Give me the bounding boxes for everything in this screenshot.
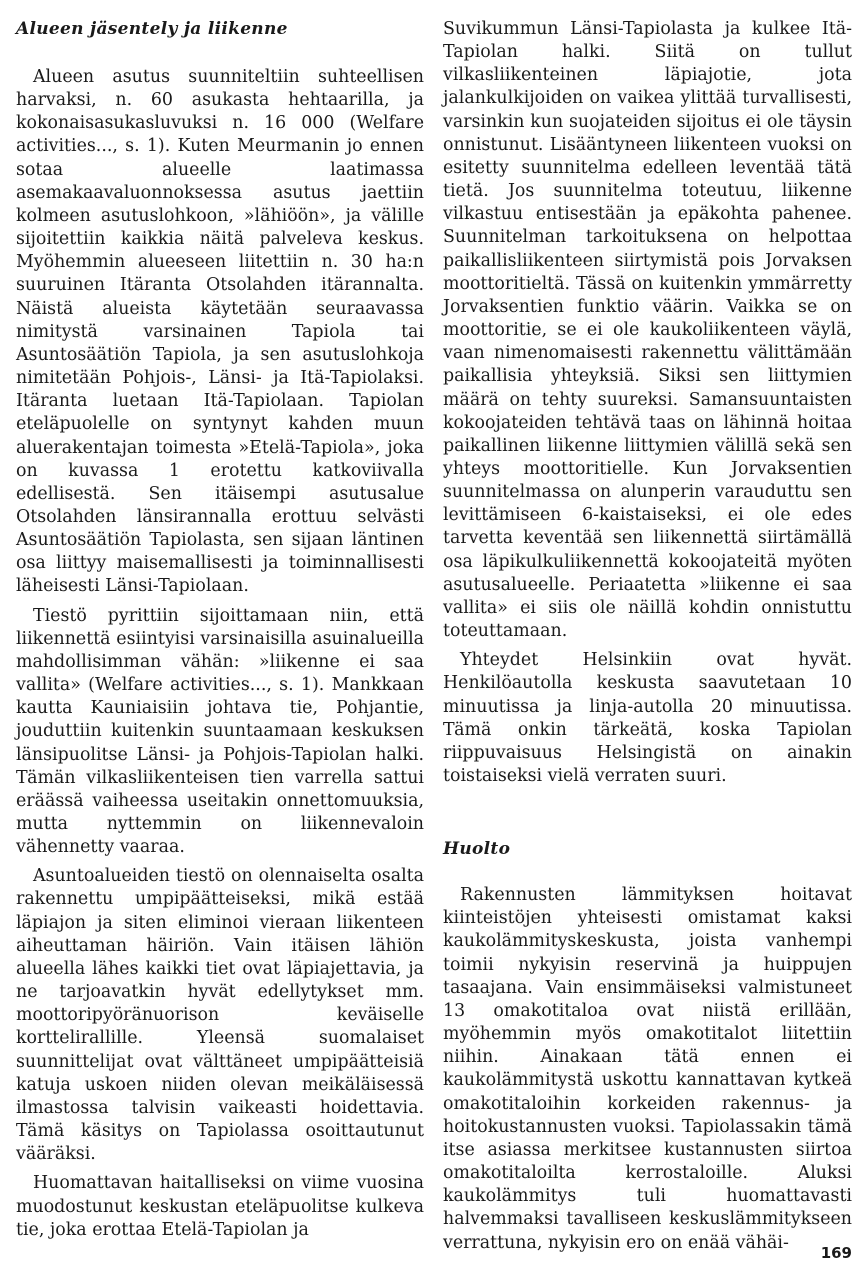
- left-column: [16, 18, 424, 1242]
- body-paragraph: Rakennusten lämmityksen hoitavat kiinteistöjen yhteisesti omistamat kaksi kaukolämmityskeskusta, joista vanhempi toimii nykyisin reservinä ja huippujen tasaajana. Vain ensimmäiseksi valmistuneet 13 omakotitaloa ovat niistä erillään, myöhemmin myös omakotitalot liitettiin niihin. Ainakaan tätä ennen ei kaukolämmitystä uskottu kannattavan kytkeä omakotitaloihin korkeiden rakennus- ja hoitokustannusten vuoksi. Tapiolassakin tämä itse asiassa merkitsee kustannusten siirtoa omakotitaloilta kerrostaloille. Aluksi kaukolämmitys tuli huomattavasti halvemmaksi tavalliseen keskuslämmitykseen verrattuna, nykyisin ero on enää vähäi-: [443, 885, 852, 1253]
- body-paragraph-continued: Suvikummun Länsi-Tapiolasta ja kulkee Itä-Tapiolan halki. Siitä on tullut vilkasliikenteinen läpiajotie, jota jalankulkijoiden on vaikea ylittää turvallisesti, varsinkin kun suojateiden sijoitus ei ole täysin onnistunut. Lisääntyneen liikenteen vuoksi on esitetty suunnitelma edelleen leventää tätä tietä. Jos suunnitelma toteutuu, liikenne vilkastuu entisestään ja epäkohta pahenee. Suunnitelman tarkoituksena on helpottaa paikallisliikenteen siirtymistä pois Jorvaksen moottoritieltä. Tässä on kuitenkin ymmärretty Jorvaksentien funktio väärin. Vaikka se on moottoritie, se ei ole kaukoliikenteen väylä, vaan nimenomaisesti rakennettu välittämään paikallisia yhteyksiä. Siksi sen liittymien määrä on tehty suureksi. Samansuuntaisten kokoojateiden tehtävä taas on lähinnä hoitaa paikallinen liikenne liittymien välillä sekä sen yhteys moottoritielle. Kun Jorvaksentien suunnitelmassa on alunperin varauduttu sen levittämiseen 6-kaistaiseksi, ei ole edes tarvetta keventää sen liikennettä siirtämällä osa läpikulkuliikennettä kokoojateitä myöten asutusalueelle. Periaatetta »liikenne ei saa vallita» ei siis ole näillä kohdin onnistuttu toteuttamaan.: [443, 19, 852, 642]
- body-paragraph: Asuntoalueiden tiestö on olennaiselta osalta rakennettu umpipäätteiseksi, mikä estää läpiajon ja siten eliminoi vieraan liikenteen aiheuttaman häiriön. Vain itäisen lähiön alueella lähes kaikki tiet ovat läpiajettavia, ja ne tarjoavatkin hyvät edellytykset mm. moottoripyöränuorison keväiselle korttelirallille. Yleensä suomalaiset suunnittelijat ovat välttäneet umpipäätteisiä katuja uskoen niiden olevan meikäläisessä ilmastossa talvisin vaikeasti hoidettavia. Tämä käsitys on Tapiolassa osoittautunut vääräksi.: [16, 866, 424, 1165]
- body-paragraph: Yhteydet Helsinkiin ovat hyvät. Henkilöautolla keskusta saavutetaan 10 minuutissa ja linja-autolla 20 minuutissa. Tämä onkin tärkeätä, koska Tapiolan riippuvaisuus Helsingistä on ainakin toistaiseksi vielä verraten suuri.: [443, 650, 852, 786]
- section-heading-huolto: Huolto: [443, 839, 511, 860]
- page-number: 169: [820, 1244, 852, 1262]
- body-paragraph: Tiestö pyrittiin sijoittamaan niin, että liikennettä esiintyisi varsinaisilla asuinalueilla mahdollisimman vähän: »liikenne ei saa vallita» (Welfare activities..., s. 1). Mankkaan kautta Kauniaisiin johtava tie, Pohjantie, jouduttiin kuitenkin suuntaamaan keskuksen länsipuolitse Länsi- ja Pohjois-Tapiolan halki. Tämän vilkasliikenteisen tien varrella sattui eräässä vaiheessa useitakin onnettomuuksia, mutta nyttemmin on liikennevaloin vähennetty vaaraa.: [16, 605, 424, 858]
- body-paragraph: Alueen asutus suunniteltiin suhteellisen harvaksi, n. 60 asukasta hehtaarilla, ja kokonaisasukasluvuksi n. 16 000 (Welfare activities..., s. 1). Kuten Meurmanin jo ennen sotaa alueelle laatimassa asemakaavaluonnoksessa asutus jaettiin kolmeen asutuslohkoon, »lähiöön», ja välille sijoitettiin kaikkia näitä palveleva keskus. Myöhemmin alueeseen liitettiin n. 30 ha:n suuruinen Itäranta Otsolahden itärannalta. Näistä alueista käytetään seuraavassa nimitystä varsinainen Tapiola tai Asuntosäätiön Tapiola, ja sen asutuslohkoja nimitetään Pohjois-, Länsi- ja Itä-Tapiolaksi. Itäranta luetaan Itä-Tapiolaan. Tapiolan eteläpuolelle on syntynyt kahden muun aluerakentajan toimesta »Etelä-Tapiola», joka on kuvassa 1 erotettu katkoviivalla edellisestä. Sen itäisempi asutusalue Otsolahden länsirannalla erottuu selvästi Asuntosäätiön Tapiolasta, sen sijaan läntinen osa liittyy maisemallisesti ja toiminnallisesti läheisesti Länsi-Tapiolaan.: [16, 67, 424, 597]
- body-paragraph: Huomattavan haitalliseksi on viime vuosina muodostunut keskustan eteläpuolitse kulkeva tie, joka erottaa Etelä-Tapiolan ja: [16, 1173, 424, 1240]
- right-column: [443, 18, 852, 1255]
- section-heading-alueen-jasentely: Alueen jäsentely ja liikenne: [16, 19, 288, 39]
